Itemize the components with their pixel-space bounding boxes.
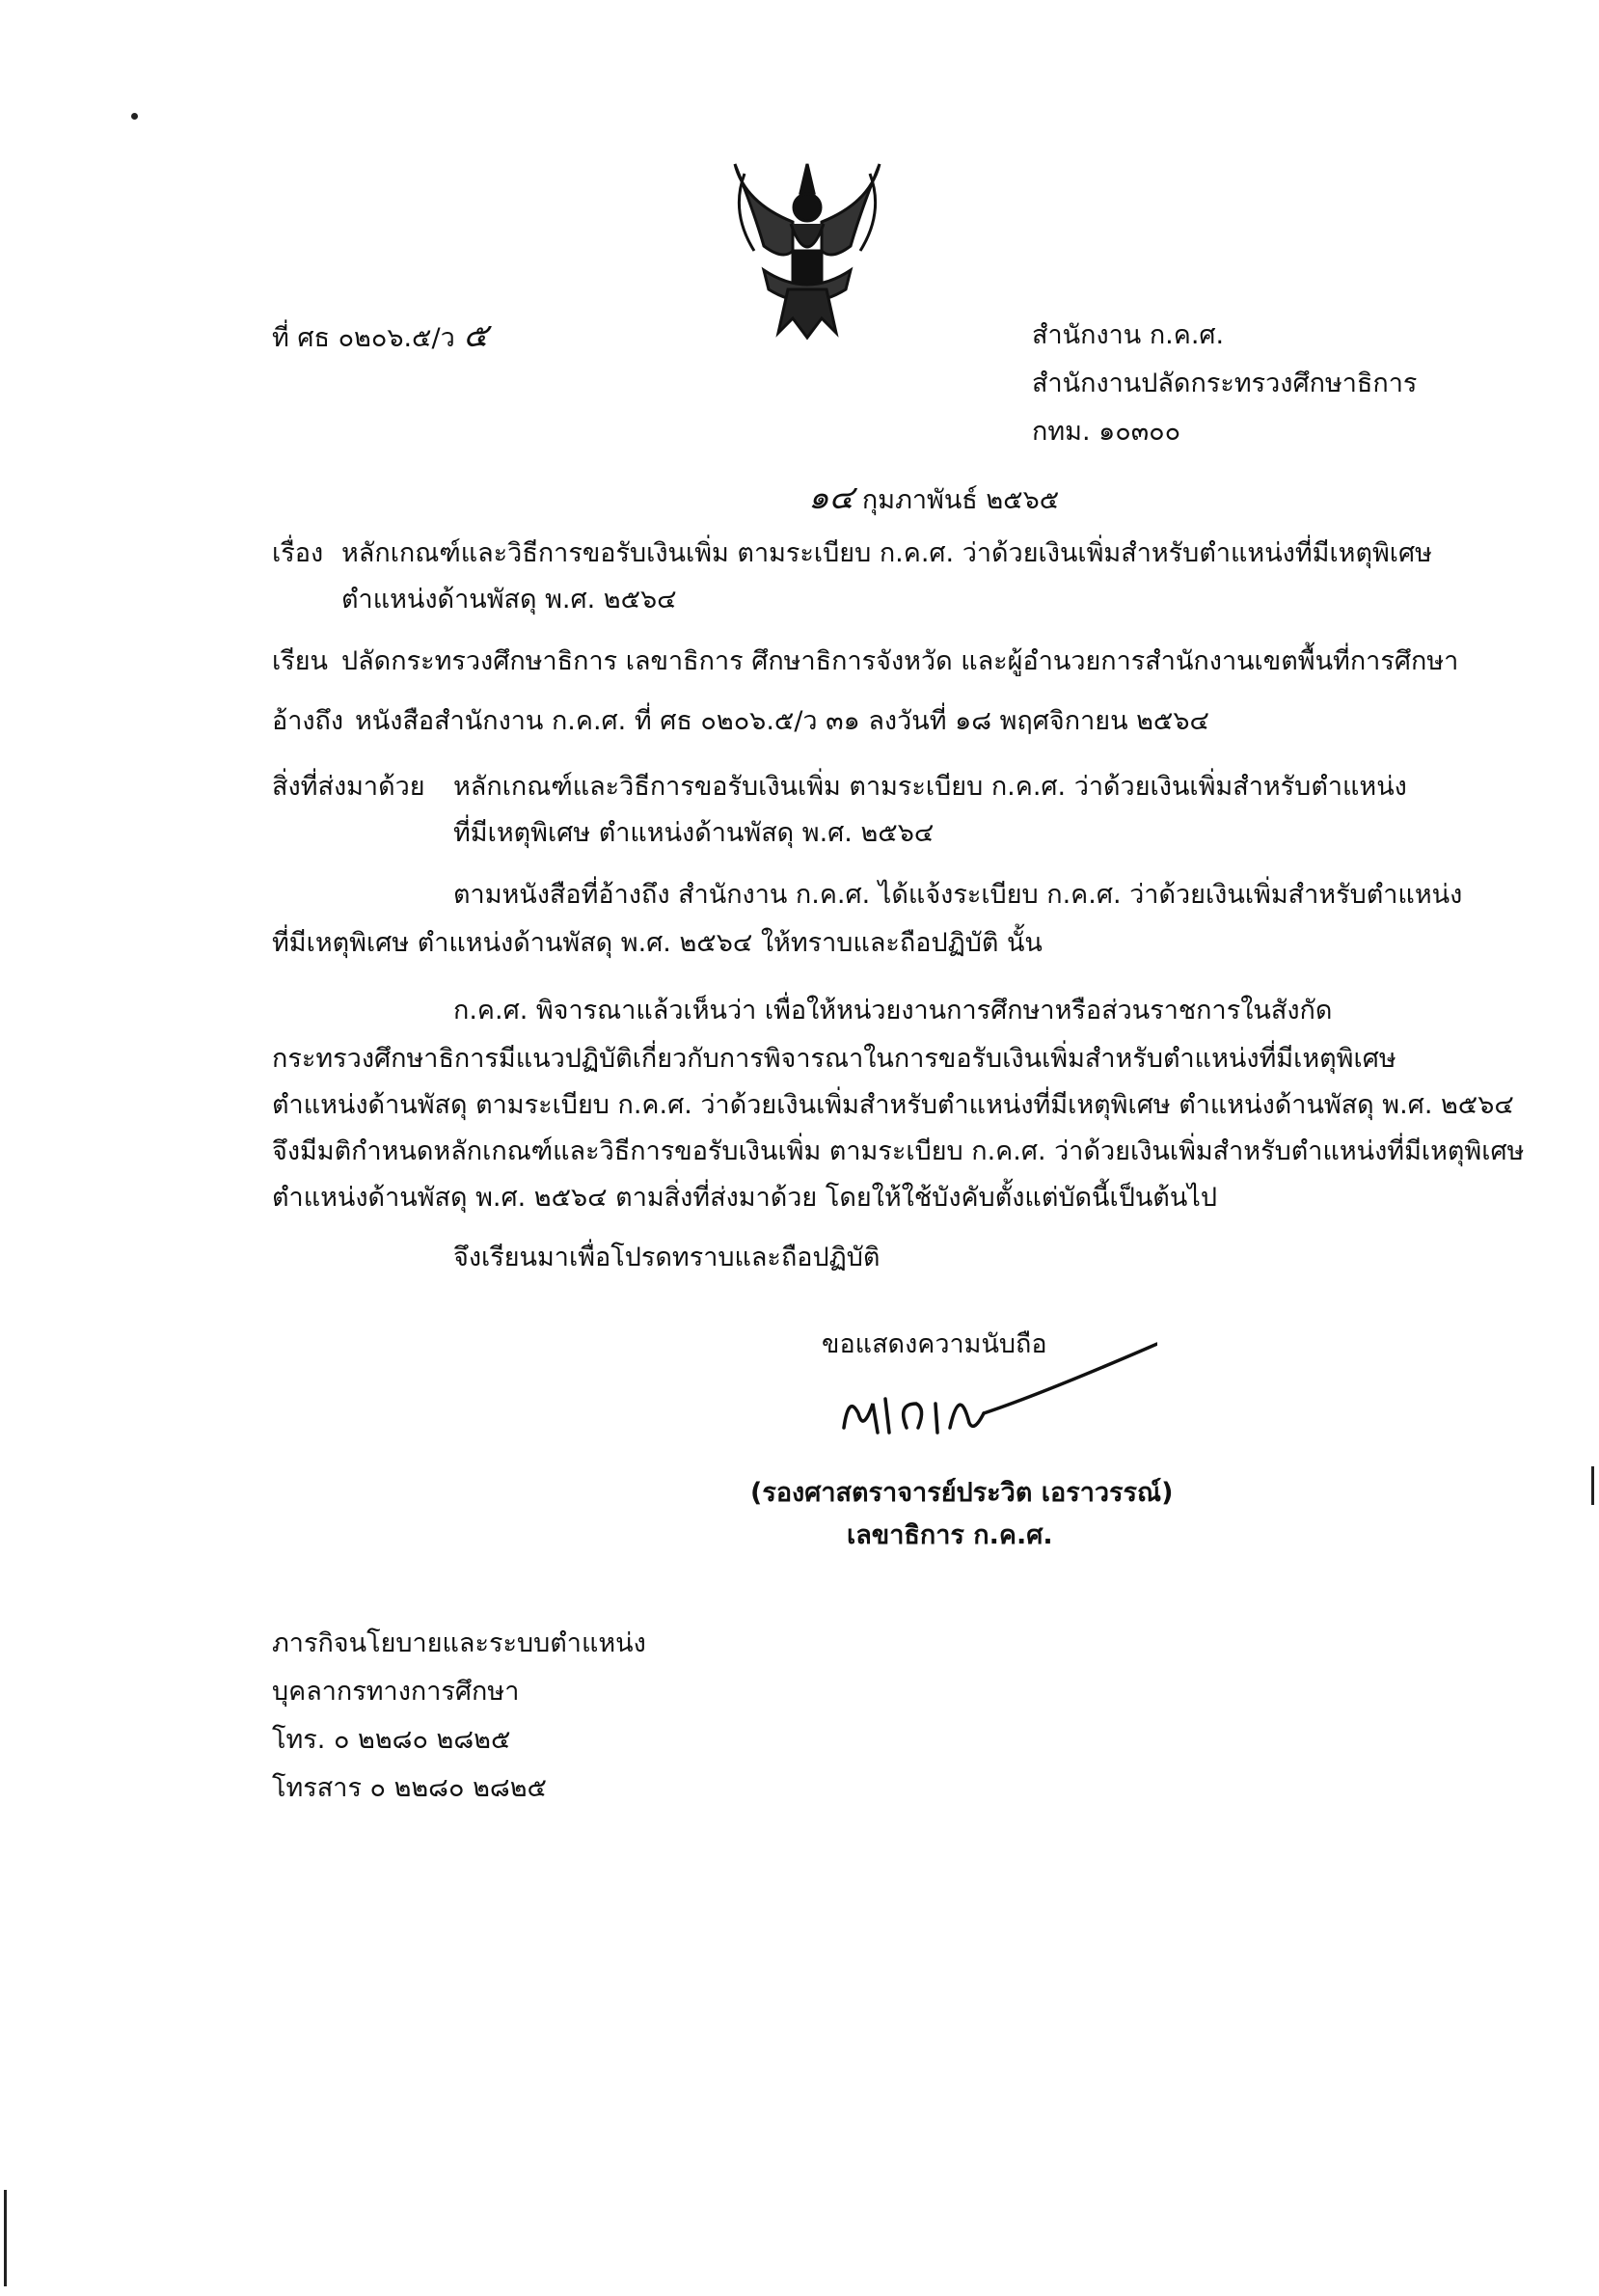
scan-edge-mark [1591, 1466, 1594, 1505]
paragraph-2-line-2: กระทรวงศึกษาธิการมีแนวปฏิบัติเกี่ยวกับการพิจารณาในการขอรับเงินเพิ่มสำหรับตำแหน่งที่มีเหตุพิเศษ [272, 1044, 1396, 1074]
subject-label: เรื่อง [272, 538, 324, 568]
office-department: สำนักงานปลัดกระทรวงศึกษาธิการ [1032, 369, 1418, 398]
date-month-year: กุมภาพันธ์ ๒๕๖๕ [861, 485, 1060, 515]
reference-number-handwritten: ๕ [463, 316, 489, 355]
footer-division: ภารกิจนโยบายและระบบตำแหน่ง [272, 1628, 646, 1658]
paragraph-1-line-1: ตามหนังสือที่อ้างถึง สำนักงาน ก.ค.ศ. ได้แจ้งระเบียบ ก.ค.ศ. ว่าด้วยเงินเพิ่มสำหรับตำแหน่ง [453, 880, 1463, 910]
signature-closing: ขอแสดงความนับถือ [822, 1329, 1047, 1359]
office-name: สำนักงาน ก.ค.ศ. [1032, 320, 1225, 350]
paragraph-2-line-5: ตำแหน่งด้านพัสดุ พ.ศ. ๒๕๖๔ ตามสิ่งที่ส่งมาด้วย โดยให้ใช้บังคับตั้งแต่บัดนี้เป็นต้นไป [272, 1183, 1218, 1213]
footer-fax: โทรสาร ๐ ๒๒๘๐ ๒๘๒๕ [272, 1773, 547, 1803]
closing-request: จึงเรียนมาเพื่อโปรดทราบและถือปฏิบัติ [453, 1243, 881, 1272]
paragraph-2-line-4: จึงมีมติกำหนดหลักเกณฑ์และวิธีการขอรับเงินเพิ่ม ตามระเบียบ ก.ค.ศ. ว่าด้วยเงินเพิ่มสำหรับตำแหน่งที่มีเหตุพิเศษ [272, 1136, 1525, 1166]
paragraph-2-line-3: ตำแหน่งด้านพัสดุ ตามระเบียบ ก.ค.ศ. ว่าด้วยเงินเพิ่มสำหรับตำแหน่งที่มีเหตุพิเศษ ตำแหน่งด้านพัสดุ พ.ศ. ๒๕๖๔ [272, 1090, 1514, 1120]
recipient-label: เรียน [272, 646, 329, 676]
paragraph-1-line-2: ที่มีเหตุพิเศษ ตำแหน่งด้านพัสดุ พ.ศ. ๒๕๖๔ ให้ทราบและถือปฏิบัติ นั้น [272, 928, 1043, 958]
reference-text: หนังสือสำนักงาน ก.ค.ศ. ที่ ศธ ๐๒๐๖.๕/ว ๓๑ ลงวันที่ ๑๘ พฤศจิกายน ๒๕๖๔ [355, 706, 1209, 736]
signatory-name: (รองศาสตราจารย์ประวิต เอราวรรณ์) [750, 1478, 1174, 1508]
paragraph-2-line-1: ก.ค.ศ. พิจารณาแล้วเห็นว่า เพื่อให้หน่วยงานการศึกษาหรือส่วนราชการในสังกัด [453, 996, 1333, 1025]
document-date [808, 477, 1059, 521]
scan-mark [131, 113, 138, 120]
recipient-text: ปลัดกระทรวงศึกษาธิการ เลขาธิการ ศึกษาธิการจังหวัด และผู้อำนวยการสำนักงานเขตพื้นที่การศึกษา [341, 646, 1459, 676]
date-day-handwritten: ๑๔ [808, 478, 854, 517]
reference-number-label: ที่ ศธ ๐๒๐๖.๕/ว [272, 323, 455, 353]
footer-phone: โทร. ๐ ๒๒๘๐ ๒๘๒๕ [272, 1725, 511, 1755]
garuda-emblem-icon [725, 154, 889, 347]
scan-edge-mark-left [4, 2190, 7, 2286]
reference-number [272, 314, 488, 359]
enclosure-line-1: หลักเกณฑ์และวิธีการขอรับเงินเพิ่ม ตามระเบียบ ก.ค.ศ. ว่าด้วยเงินเพิ่มสำหรับตำแหน่ง [453, 772, 1407, 802]
subject-line-1: หลักเกณฑ์และวิธีการขอรับเงินเพิ่ม ตามระเบียบ ก.ค.ศ. ว่าด้วยเงินเพิ่มสำหรับตำแหน่งที่มีเหตุพิเศษ [341, 538, 1432, 568]
footer-division-sub: บุคลากรทางการศึกษา [272, 1677, 520, 1707]
enclosure-line-2: ที่มีเหตุพิเศษ ตำแหน่งด้านพัสดุ พ.ศ. ๒๕๖๔ [453, 818, 935, 848]
handwritten-signature-icon [829, 1336, 1157, 1452]
reference-label: อ้างถึง [272, 706, 344, 736]
subject-line-2: ตำแหน่งด้านพัสดุ พ.ศ. ๒๕๖๔ [341, 585, 677, 615]
enclosure-label: สิ่งที่ส่งมาด้วย [272, 772, 425, 802]
office-address: กทม. ๑๐๓๐๐ [1032, 417, 1181, 447]
signatory-position: เลขาธิการ ก.ค.ศ. [847, 1520, 1053, 1550]
